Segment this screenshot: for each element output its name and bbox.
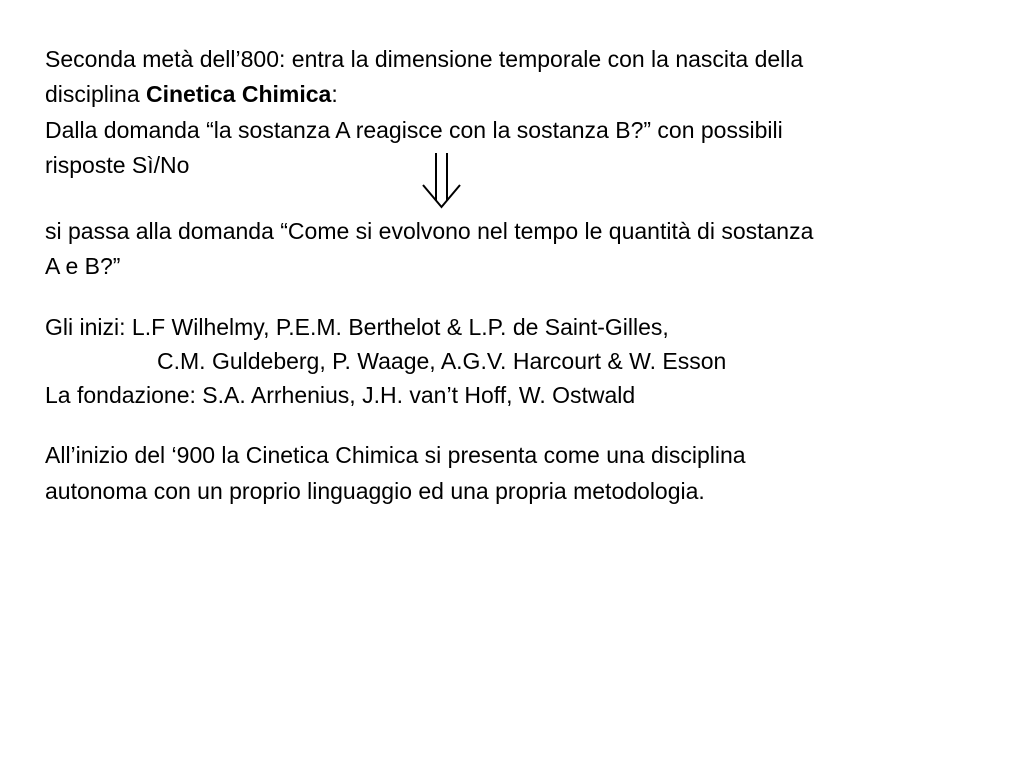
history-beginnings-continued: C.M. Guldeberg, P. Waage, A.G.V. Harcourt & W. Esson <box>157 348 727 374</box>
discipline-name: Cinetica Chimica <box>146 81 332 107</box>
question-2-line-1: si passa alla domanda “Come si evolvono nel tempo le quantità di sostanza <box>45 218 814 244</box>
conclusion-line-1: All’inizio del ‘900 la Cinetica Chimica si presenta come una disciplina <box>45 442 746 468</box>
conclusion-line-2: autonoma con un proprio linguaggio ed una propria metodologia. <box>45 478 705 504</box>
history-foundation-line: La fondazione: S.A. Arrhenius, J.H. van’t Hoff, W. Ostwald <box>45 382 636 408</box>
intro-line-1: Seconda metà dell’800: entra la dimensione temporale con la nascita della <box>45 46 804 72</box>
intro-line-2-suffix: : <box>331 81 338 107</box>
question-2-line-2: A e B?” <box>45 253 121 279</box>
double-down-arrow-icon <box>420 151 464 209</box>
history-beginnings-line: Gli inizi: L.F Wilhelmy, P.E.M. Berthelot & L.P. de Saint-Gilles, <box>45 314 669 340</box>
question-1-line-2: risposte Sì/No <box>45 152 190 178</box>
intro-line-2-prefix: disciplina <box>45 81 146 107</box>
intro-line-2 <box>45 77 338 111</box>
question-1-line-1: Dalla domanda “la sostanza A reagisce con la sostanza B?” con possibili <box>45 117 783 143</box>
